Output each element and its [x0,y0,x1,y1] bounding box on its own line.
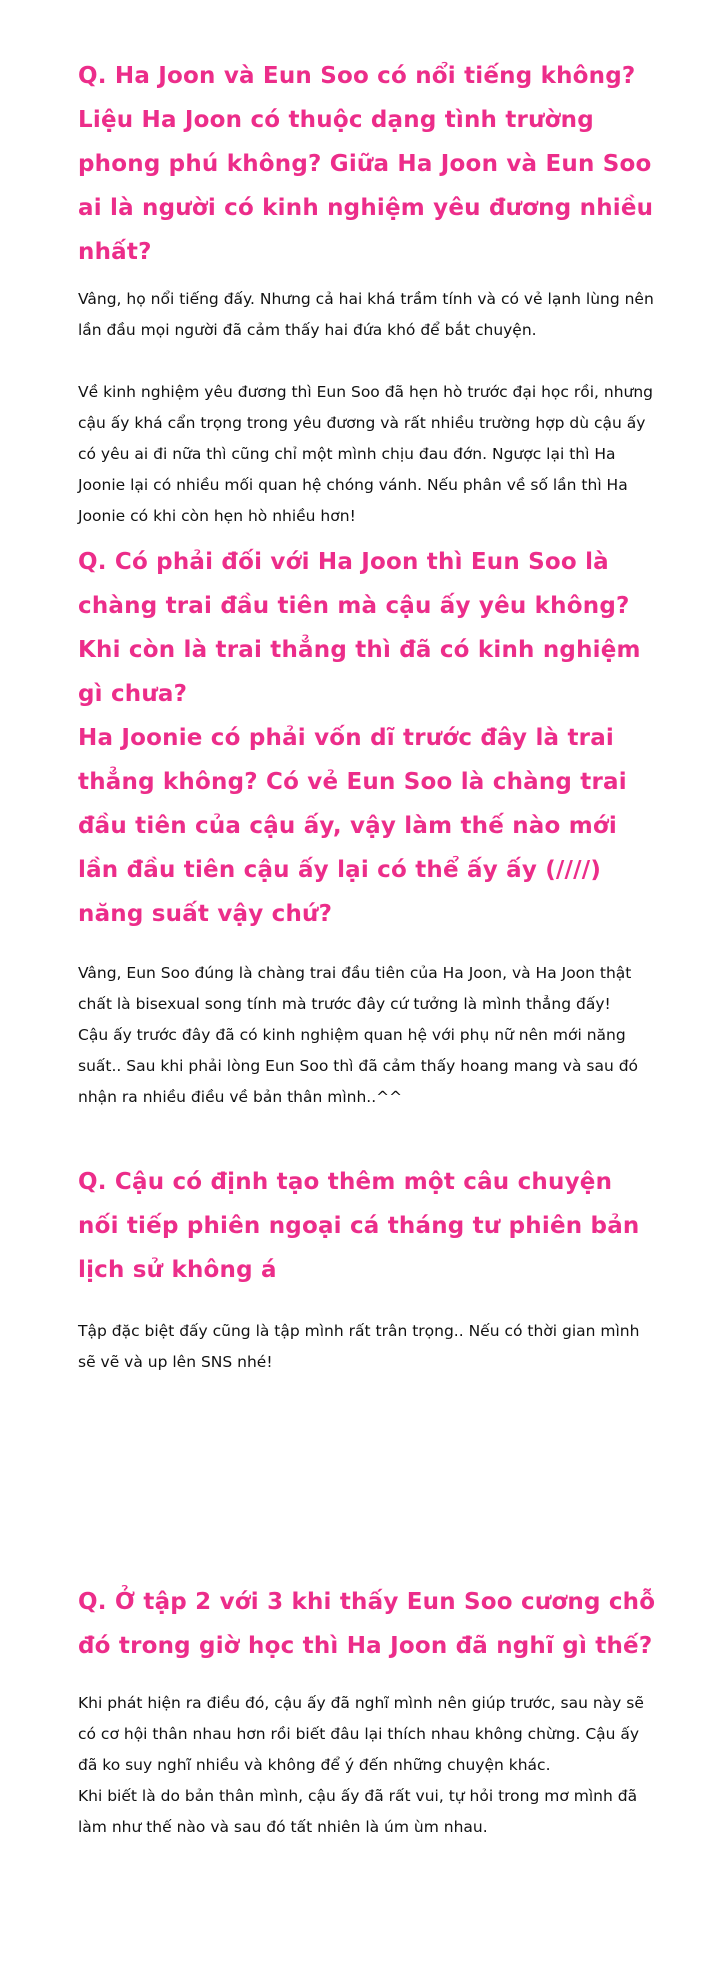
question-2: Q. Có phải đối với Ha Joon thì Eun Soo là chàng trai đầu tiên mà cậu ấy yêu không? Khi còn là trai thẳng thì đã có kinh nghiệm gì chưa? Ha Joonie có phải vốn dĩ trước đây là trai thẳng không? Có vẻ Eun Soo là chàng trai đầu tiên của cậu ấy, vậy làm thế nào mới lần đầu tiên cậu ấy lại có thể ấy ấy (////) năng suất vậy chứ? [78,549,641,927]
qa-item-2 [78,540,658,1113]
answer-3: Tập đặc biệt đấy cũng là tập mình rất trân trọng.. Nếu có thời gian mình sẽ vẽ và up lên SNS nhé! [78,1322,640,1371]
answer-2: Vâng, Eun Soo đúng là chàng trai đầu tiên của Ha Joon, và Ha Joon thật chất là bisexual song tính mà trước đây cứ tưởng là mình thẳng đấy! Cậu ấy trước đây đã có kinh nghiệm quan hệ với phụ nữ nên mới năng suất.. Sau khi phải lòng Eun Soo thì đã cảm thấy hoang mang và sau đó nhận ra nhiều điều về bản thân mình..^^ [78,964,639,1106]
question-4: Q. Ở tập 2 với 3 khi thấy Eun Soo cương chỗ đó trong giờ học thì Ha Joon đã nghĩ gì thế? [78,1589,656,1659]
qa-item-1 [78,54,658,532]
question-3: Q. Cậu có định tạo thêm một câu chuyện nối tiếp phiên ngoại cá tháng tư phiên bản lịch sử không á [78,1169,640,1283]
answer-1: Vâng, họ nổi tiếng đấy. Nhưng cả hai khá trầm tính và có vẻ lạnh lùng nên lần đầu mọi người đã cảm thấy hai đứa khó để bắt chuyện. Về kinh nghiệm yêu đương thì Eun Soo đã hẹn hò trước đại học rồi, nhưng cậu ấy khá cẩn trọng trong yêu đương và rất nhiều trường hợp dù cậu ấy có yêu ai đi nữa thì cũng chỉ một mình chịu đau đớn. Ngược lại thì Ha Joonie lại có nhiều mối quan hệ chóng vánh. Nếu phân về số lần thì Ha Joonie có khi còn hẹn hò nhiều hơn! [78,290,654,525]
question-1: Q. Ha Joon và Eun Soo có nổi tiếng không? Liệu Ha Joon có thuộc dạng tình trường phong phú không? Giữa Ha Joon và Eun Soo ai là người có kinh nghiệm yêu đương nhiều nhất? [78,63,654,265]
qa-item-3 [78,1160,658,1378]
qa-item-4 [78,1580,658,1843]
answer-4: Khi phát hiện ra điều đó, cậu ấy đã nghĩ mình nên giúp trước, sau này sẽ có cơ hội thân nhau hơn rồi biết đâu lại thích nhau không chừng. Cậu ấy đã ko suy nghĩ nhiều và không để ý đến những chuyện khác. Khi biết là do bản thân mình, cậu ấy đã rất vui, tự hỏi trong mơ mình đã làm như thế nào và sau đó tất nhiên là úm ùm nhau. [78,1694,644,1836]
